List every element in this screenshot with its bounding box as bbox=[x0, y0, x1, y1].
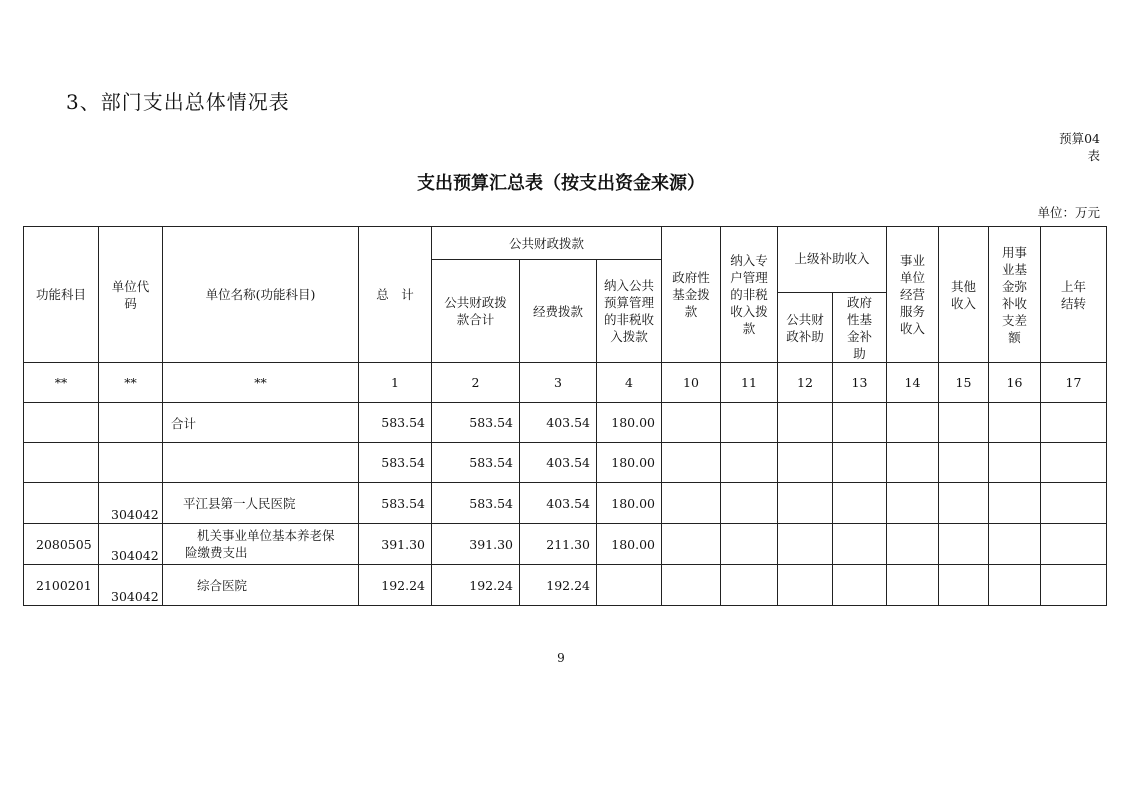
index-cell: 12 bbox=[778, 363, 833, 403]
empty-cell bbox=[833, 483, 887, 524]
empty-cell bbox=[778, 483, 833, 524]
index-cell: 3 bbox=[520, 363, 597, 403]
empty-cell bbox=[778, 443, 833, 483]
empty-cell bbox=[778, 403, 833, 443]
expense-allocation-cell: 211.30 bbox=[520, 524, 597, 565]
empty-cell bbox=[1041, 565, 1107, 606]
empty-cell bbox=[778, 565, 833, 606]
expense-allocation-cell: 192.24 bbox=[520, 565, 597, 606]
empty-cell bbox=[939, 483, 989, 524]
expense-allocation-cell: 403.54 bbox=[520, 443, 597, 483]
empty-cell bbox=[989, 443, 1041, 483]
table-row bbox=[24, 403, 1107, 443]
header-superior-subsidy: 上级补助收入 bbox=[778, 227, 887, 293]
form-number-line1: 预算04 bbox=[1059, 131, 1100, 146]
header-special-nontax: 纳入专户管理的非税收入拨款 bbox=[721, 227, 778, 363]
table-row bbox=[24, 524, 1107, 565]
unit-code-cell: 304042 bbox=[99, 483, 163, 524]
header-func-subject: 功能科目 bbox=[24, 227, 99, 363]
empty-cell bbox=[939, 443, 989, 483]
unit-code-cell: 304042 bbox=[99, 524, 163, 565]
index-cell: ** bbox=[24, 363, 99, 403]
page-number: 9 bbox=[557, 651, 565, 665]
header-total: 总 计 bbox=[359, 227, 432, 363]
index-cell: 4 bbox=[597, 363, 662, 403]
func-code-cell bbox=[24, 403, 99, 443]
public-finance-total-cell: 192.24 bbox=[432, 565, 520, 606]
empty-cell bbox=[662, 565, 721, 606]
unit-name-cell: 综合医院 bbox=[163, 565, 359, 606]
index-cell: 15 bbox=[939, 363, 989, 403]
form-number-line2: 表 bbox=[1087, 148, 1100, 163]
empty-cell bbox=[662, 443, 721, 483]
unit-name-cell: 平江县第一人民医院 bbox=[163, 483, 359, 524]
header-public-finance-total: 公共财政拨款合计 bbox=[432, 260, 520, 363]
expense-allocation-cell: 403.54 bbox=[520, 483, 597, 524]
empty-cell bbox=[939, 565, 989, 606]
func-code-cell bbox=[24, 443, 99, 483]
empty-cell bbox=[989, 524, 1041, 565]
empty-cell bbox=[989, 483, 1041, 524]
index-cell: 17 bbox=[1041, 363, 1107, 403]
table-title: 支出预算汇总表（按支出资金来源） bbox=[417, 173, 705, 194]
header-prior-year: 上年结转 bbox=[1041, 227, 1107, 363]
empty-cell bbox=[662, 483, 721, 524]
total-cell: 583.54 bbox=[359, 483, 432, 524]
header-unit-name: 单位名称(功能科目) bbox=[163, 227, 359, 363]
unit-code-cell bbox=[99, 443, 163, 483]
total-cell: 583.54 bbox=[359, 443, 432, 483]
table-row bbox=[24, 565, 1107, 606]
nontax-cell bbox=[597, 565, 662, 606]
index-cell: ** bbox=[99, 363, 163, 403]
empty-cell bbox=[887, 483, 939, 524]
unit-name-cell bbox=[163, 443, 359, 483]
unit-name-cell bbox=[163, 524, 359, 565]
unit-name-cell: 合计 bbox=[163, 403, 359, 443]
table-row bbox=[24, 443, 1107, 483]
empty-cell bbox=[662, 524, 721, 565]
public-finance-total-cell: 583.54 bbox=[432, 443, 520, 483]
index-cell: 1 bbox=[359, 363, 432, 403]
header-superior-public: 公共财政补助 bbox=[778, 293, 833, 363]
header-unit-code: 单位代码 bbox=[99, 227, 163, 363]
empty-cell bbox=[939, 524, 989, 565]
empty-cell bbox=[1041, 443, 1107, 483]
nontax-cell: 180.00 bbox=[597, 524, 662, 565]
empty-cell bbox=[721, 524, 778, 565]
empty-cell bbox=[778, 524, 833, 565]
header-gov-fund: 政府性基金拨款 bbox=[662, 227, 721, 363]
empty-cell bbox=[887, 403, 939, 443]
nontax-cell: 180.00 bbox=[597, 403, 662, 443]
index-cell: ** bbox=[163, 363, 359, 403]
index-cell: 13 bbox=[833, 363, 887, 403]
table-row bbox=[24, 483, 1107, 524]
unit-name-line1: 机关事业单位基本养老保 bbox=[197, 528, 335, 543]
func-code-cell: 2100201 bbox=[24, 565, 99, 606]
empty-cell bbox=[833, 443, 887, 483]
unit-code-cell: 304042 bbox=[99, 565, 163, 606]
empty-cell bbox=[721, 443, 778, 483]
empty-cell bbox=[721, 483, 778, 524]
header-expense-allocation: 经费拨款 bbox=[520, 260, 597, 363]
empty-cell bbox=[1041, 524, 1107, 565]
header-business-service: 事业单位经营服务收入 bbox=[887, 227, 939, 363]
page-heading: 3、部门支出总体情况表 bbox=[66, 90, 290, 114]
nontax-cell: 180.00 bbox=[597, 443, 662, 483]
index-row bbox=[24, 363, 1107, 403]
header-fund-balance: 用事业基金弥补收支差额 bbox=[989, 227, 1041, 363]
total-cell: 583.54 bbox=[359, 403, 432, 443]
empty-cell bbox=[721, 403, 778, 443]
empty-cell bbox=[721, 565, 778, 606]
nontax-cell: 180.00 bbox=[597, 483, 662, 524]
empty-cell bbox=[662, 403, 721, 443]
header-superior-gov-fund: 政府性基金补助 bbox=[833, 293, 887, 363]
expenditure-table bbox=[23, 226, 1107, 606]
total-cell: 192.24 bbox=[359, 565, 432, 606]
header-public-finance: 公共财政拨款 bbox=[432, 227, 662, 260]
unit-label: 单位：万元 bbox=[1037, 205, 1100, 220]
empty-cell bbox=[887, 524, 939, 565]
total-cell: 391.30 bbox=[359, 524, 432, 565]
empty-cell bbox=[1041, 483, 1107, 524]
empty-cell bbox=[989, 403, 1041, 443]
header-other-income: 其他收入 bbox=[939, 227, 989, 363]
empty-cell bbox=[833, 565, 887, 606]
expense-allocation-cell: 403.54 bbox=[520, 403, 597, 443]
public-finance-total-cell: 583.54 bbox=[432, 483, 520, 524]
index-cell: 11 bbox=[721, 363, 778, 403]
header-nontax-in-budget: 纳入公共预算管理的非税收入拨款 bbox=[597, 260, 662, 363]
unit-name-line2: 险缴费支出 bbox=[185, 545, 248, 560]
index-cell: 14 bbox=[887, 363, 939, 403]
empty-cell bbox=[1041, 403, 1107, 443]
func-code-cell: 2080505 bbox=[24, 524, 99, 565]
empty-cell bbox=[989, 565, 1041, 606]
public-finance-total-cell: 583.54 bbox=[432, 403, 520, 443]
empty-cell bbox=[833, 524, 887, 565]
public-finance-total-cell: 391.30 bbox=[432, 524, 520, 565]
empty-cell bbox=[887, 565, 939, 606]
empty-cell bbox=[833, 403, 887, 443]
form-number bbox=[1059, 130, 1100, 164]
index-cell: 16 bbox=[989, 363, 1041, 403]
index-cell: 2 bbox=[432, 363, 520, 403]
index-cell: 10 bbox=[662, 363, 721, 403]
func-code-cell bbox=[24, 483, 99, 524]
unit-code-cell bbox=[99, 403, 163, 443]
empty-cell bbox=[939, 403, 989, 443]
empty-cell bbox=[887, 443, 939, 483]
